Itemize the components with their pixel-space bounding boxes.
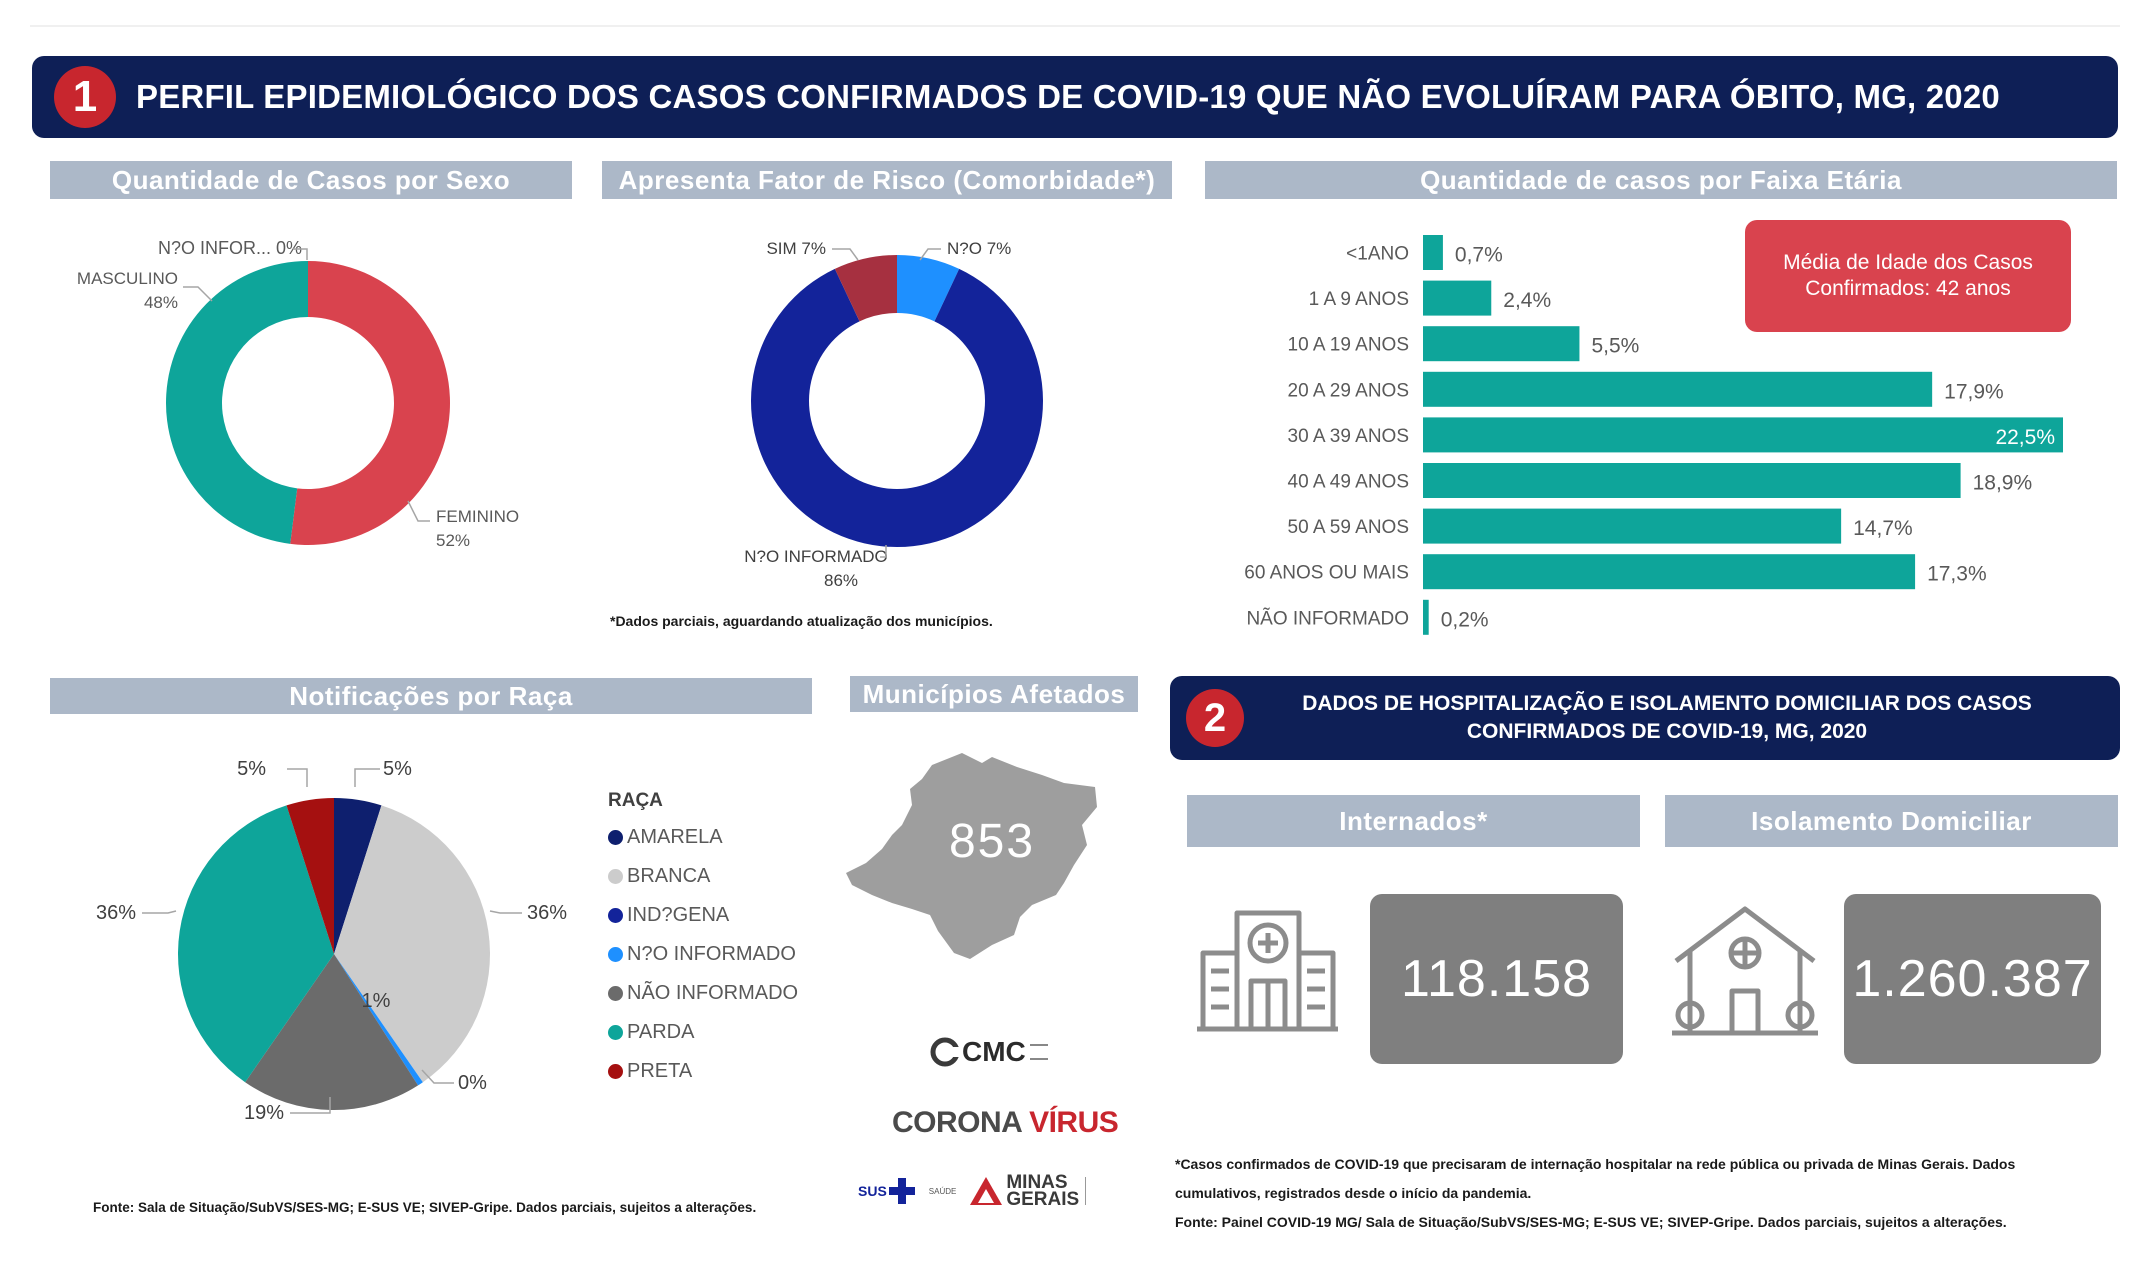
section2-title-line2: CONFIRMADOS DE COVID-19, MG, 2020: [1466, 720, 1868, 743]
sus-cross-icon: [889, 1178, 915, 1204]
raca-legend-label-4: NÃO INFORMADO: [627, 982, 799, 1004]
faixa-category-8: NÃO INFORMADO: [1246, 608, 1409, 630]
corona-logo-b: VÍRUS: [1029, 1106, 1119, 1139]
sexo-slice-masculino-1: [166, 261, 308, 544]
raca-legend-dot-3: [608, 947, 623, 962]
saude-text: SAÚDE: [928, 1186, 957, 1196]
faixa-category-4: 30 A 39 ANOS: [1287, 425, 1409, 447]
raca-legend-item-6: [608, 1052, 798, 1091]
raca-label-amarela: 5%: [383, 758, 412, 780]
risco-pct-naoinformado: 86%: [823, 571, 859, 590]
raca-legend-item-2: [608, 896, 798, 935]
raca-legend-label-5: PARDA: [627, 1021, 695, 1043]
footer-right: [1175, 1150, 2015, 1237]
header-raca: Notificações por Raça: [50, 678, 812, 714]
sus-logo-text: SUS: [858, 1183, 887, 1199]
raca-legend-dot-4: [608, 986, 623, 1001]
risco-label-nao: N?O 7%: [947, 239, 1012, 258]
raca-legend-dot-2: [608, 908, 623, 923]
media-idade-line1: Média de Idade dos Casos: [1783, 251, 2033, 274]
minas-gerais-text: [1006, 1174, 1079, 1208]
section1-banner: [32, 56, 2118, 138]
risco-label-naoinformado: N?O INFORMADO: [744, 547, 888, 566]
faixa-category-6: 50 A 59 ANOS: [1287, 517, 1409, 539]
raca-pie-chart: [50, 745, 610, 1140]
raca-legend: [608, 790, 798, 1091]
minas-text-b: GERAIS: [1006, 1189, 1080, 1210]
section2-badge: 2: [1186, 689, 1244, 747]
faixa-bar-6: [1423, 509, 1841, 544]
hospital-icon: [1195, 905, 1340, 1035]
faixa-category-0: <1ANO: [1346, 243, 1409, 265]
footer-right-line2: cumulativos, registrados desde o início da pandemia.: [1175, 1185, 1532, 1201]
section2-banner: [1170, 676, 2120, 760]
raca-legend-dot-0: [608, 830, 623, 845]
sexo-pct-masculino: 48%: [143, 293, 178, 312]
cmc-logo-lines: [1030, 1044, 1048, 1060]
house-icon: [1670, 905, 1820, 1045]
raca-label-naoinformado: 19%: [243, 1102, 284, 1124]
header-faixa: Quantidade de casos por Faixa Etária: [1205, 161, 2117, 199]
corona-virus-logo: [892, 1106, 1118, 1140]
raca-legend-item-3: [608, 935, 798, 974]
raca-legend-item-0: [608, 818, 798, 857]
section1-title: PERFIL EPIDEMIOLÓGICO DOS CASOS CONFIRMADOS DE COVID-19 QUE NÃO EVOLUÍRAM PARA ÓBITO, MG, 2020: [136, 78, 2000, 115]
isolamento-value: 1.260.387: [1844, 894, 2101, 1064]
raca-label-parda: 36%: [95, 902, 136, 924]
sexo-label-feminino: FEMININO: [436, 507, 520, 526]
raca-label-naoinfo1: 1%: [361, 990, 391, 1012]
raca-legend-dot-6: [608, 1064, 623, 1079]
footer-right-line1: *Casos confirmados de COVID-19 que precisaram de internação hospitalar na rede pública ou privada de Minas Gerais. Dados: [1175, 1156, 2016, 1172]
risco-label-sim: SIM 7%: [766, 239, 826, 258]
faixa-value-label-7: 17,3%: [1927, 562, 1987, 586]
risco-leader-sim: [832, 249, 858, 260]
cmc-logo: [930, 1036, 1048, 1068]
sexo-label-masculino: MASCULINO: [76, 269, 178, 288]
raca-legend-item-4: [608, 974, 798, 1013]
raca-leader-branca: [490, 911, 522, 913]
footer-right-line3: Fonte: Painel COVID-19 MG/ Sala de Situação/SubVS/SES-MG; E-SUS VE; SIVEP-Gripe. Dados parciais, sujeitos a alterações.: [1175, 1214, 2007, 1230]
faixa-value-label-5: 18,9%: [1972, 471, 2033, 495]
faixa-category-7: 60 ANOS OU MAIS: [1244, 562, 1409, 584]
risk-note: *Dados parciais, aguardando atualização dos municípios.: [610, 613, 993, 629]
faixa-bar-4: [1423, 417, 2063, 452]
faixa-bar-5: [1423, 463, 1961, 498]
faixa-category-3: 20 A 29 ANOS: [1287, 380, 1409, 402]
raca-legend-label-2: IND?GENA: [627, 904, 730, 926]
raca-legend-label-3: N?O INFORMADO: [627, 943, 796, 965]
sexo-leader-feminino: [408, 501, 430, 521]
mg-map: [842, 745, 1102, 965]
cmc-logo-text: CMC: [962, 1036, 1026, 1067]
faixa-bar-1: [1423, 281, 1491, 316]
faixa-bar-0: [1423, 235, 1443, 270]
media-idade-box: [1745, 220, 2071, 332]
raca-legend-label-0: AMARELA: [627, 826, 723, 848]
section1-badge: 1: [54, 66, 116, 128]
faixa-category-1: 1 A 9 ANOS: [1308, 289, 1409, 311]
raca-legend-dot-1: [608, 869, 623, 884]
raca-label-branca: 36%: [527, 902, 568, 924]
raca-legend-label-6: PRETA: [627, 1060, 693, 1082]
corona-logo-a: CORONA: [892, 1106, 1022, 1139]
risco-donut-chart: [700, 205, 1100, 605]
minas-text-a: MINAS: [1006, 1172, 1068, 1193]
raca-label-preta: 5%: [237, 758, 266, 780]
internados-value: 118.158: [1370, 894, 1623, 1064]
header-municipios: Municípios Afetados: [850, 676, 1138, 712]
faixa-category-2: 10 A 19 ANOS: [1287, 334, 1409, 356]
footer-left: Fonte: Sala de Situação/SubVS/SES-MG; E-SUS VE; SIVEP-Gripe. Dados parciais, sujeitos a alterações.: [93, 1200, 757, 1215]
sexo-pct-feminino: 52%: [436, 531, 471, 550]
raca-legend-title: RAÇA: [608, 790, 663, 811]
faixa-value-label-2: 5,5%: [1591, 334, 1640, 358]
media-idade-line2: Confirmados: 42 anos: [1805, 277, 2011, 300]
faixa-bar-3: [1423, 372, 1932, 407]
sexo-leader-masculino: [183, 287, 212, 301]
sexo-label-naoinfo: N?O INFOR... 0%: [158, 238, 303, 258]
raca-leader-preta: [287, 769, 307, 787]
raca-label-zero: 0%: [458, 1072, 487, 1094]
sexo-donut-chart: [50, 205, 600, 585]
municipios-value: 853: [948, 815, 1036, 868]
faixa-category-5: 40 A 49 ANOS: [1287, 471, 1409, 493]
faixa-value-label-3: 17,9%: [1944, 380, 2004, 404]
raca-legend-label-1: BRANCA: [627, 865, 711, 887]
raca-legend-item-1: [608, 857, 798, 896]
gov-logos: [858, 1174, 1121, 1208]
raca-leader-amarela: [355, 769, 380, 787]
raca-legend-item-5: [608, 1013, 798, 1052]
section2-title-line1: DADOS DE HOSPITALIZAÇÃO E ISOLAMENTO DOMICILIAR DOS CASOS: [1302, 692, 2032, 715]
top-divider: [30, 25, 2120, 27]
header-risco: Apresenta Fator de Risco (Comorbidade*): [602, 161, 1172, 199]
minas-triangle-icon: [970, 1177, 1002, 1205]
raca-leader-parda: [142, 911, 176, 913]
sexo-slice-feminino-0: [290, 261, 450, 545]
header-internados: Internados*: [1187, 795, 1640, 847]
faixa-bar-8: [1423, 600, 1429, 635]
faixa-bar-2: [1423, 326, 1579, 361]
faixa-value-label-1: 2,4%: [1503, 289, 1552, 313]
cmc-logo-icon: [930, 1037, 960, 1067]
header-isolamento: Isolamento Domiciliar: [1665, 795, 2118, 847]
gov-tagline-lines: [1085, 1177, 1121, 1205]
header-sexo: Quantidade de Casos por Sexo: [50, 161, 572, 199]
faixa-value-label-0: 0,7%: [1454, 243, 1503, 267]
faixa-value-label-6: 14,7%: [1853, 517, 1913, 541]
faixa-value-label-8: 0,2%: [1440, 608, 1489, 632]
raca-legend-dot-5: [608, 1025, 623, 1040]
section2-title: [1244, 690, 2090, 746]
faixa-bar-7: [1423, 554, 1915, 589]
faixa-value-label-4: 22,5%: [1995, 425, 2055, 449]
